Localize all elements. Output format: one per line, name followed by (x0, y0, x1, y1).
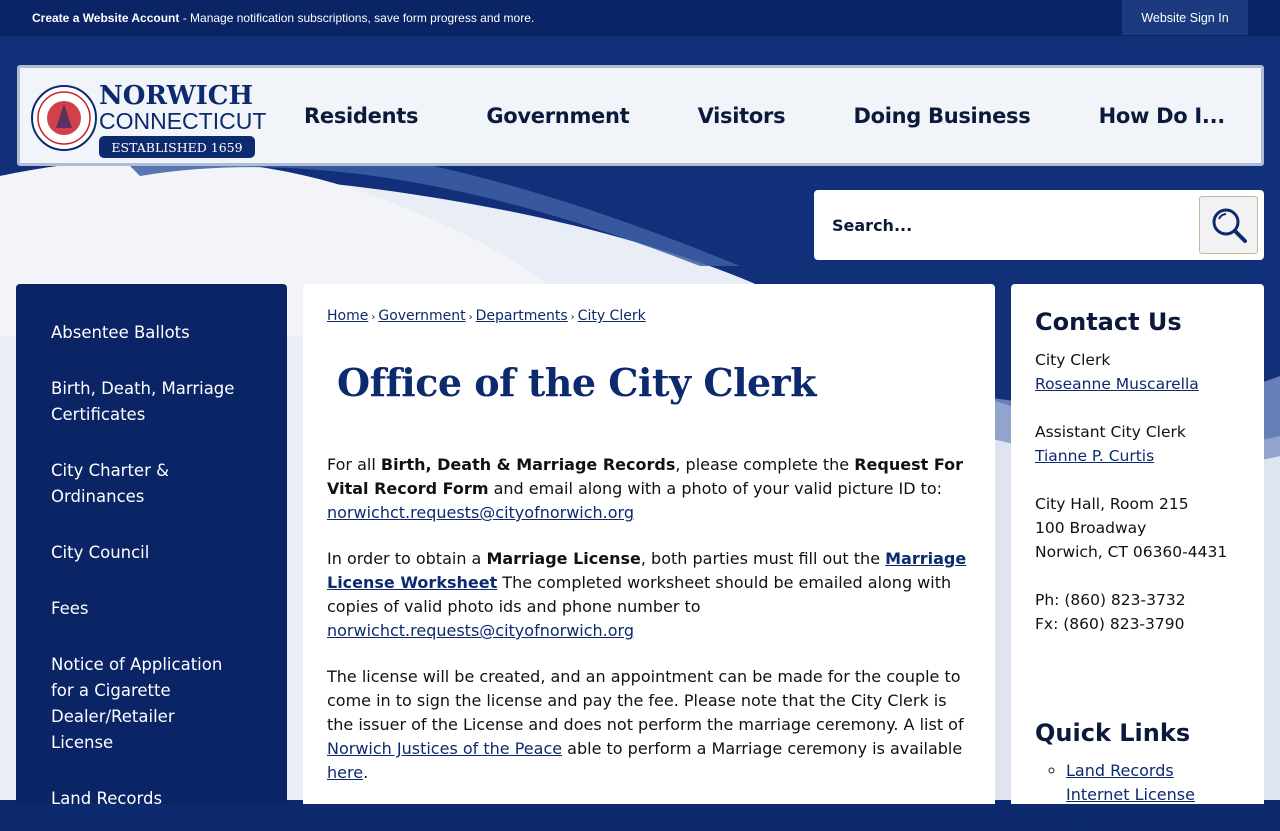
logo-line3: ESTABLISHED 1659 (111, 140, 243, 155)
breadcrumb-government[interactable]: Government (378, 308, 466, 324)
phone-number: Ph: (860) 823-3732 (1035, 591, 1186, 609)
search-input[interactable] (832, 210, 1192, 240)
sidebar-item-cigarette-license[interactable]: Notice of Application for a Cigarette Dealer/Retailer License (51, 655, 223, 752)
assistant-role: Assistant City Clerk (1035, 423, 1186, 441)
fax-number: Fx: (860) 823-3790 (1035, 615, 1185, 633)
marriage-worksheet-link[interactable]: Marriage License Worksheet (327, 549, 967, 592)
quick-link-land-records[interactable]: Land Records Internet License Form (1066, 761, 1195, 828)
logo-line1: NORWICH (99, 81, 254, 111)
breadcrumb: Home › Government › Departments › City Clerk (327, 308, 646, 324)
nav-residents[interactable]: Residents (304, 103, 419, 128)
create-account-link[interactable]: Create a Website Account (32, 11, 180, 25)
vital-records-paragraph: For all Birth, Death & Marriage Records, please complete the Request For Vital Record Form and email along with a photo of your valid picture ID to: norwichct.requests@cityofnorwich.org (327, 455, 964, 522)
license-info-paragraph: The license will be created, and an appointment can be made for the couple to come in to sign the license and pay the fee. Please note that the City Clerk is the issuer of the License and does not perform the marriage ceremony. A list of Norwich Justices of the Peace able to perform a Marriage ceremony is available here. (327, 667, 964, 782)
contact-sidebar (1011, 284, 1264, 828)
nav-visitors[interactable]: Visitors (697, 103, 786, 128)
clerk-name-link[interactable]: Roseanne Muscarella (1035, 375, 1199, 393)
sidebar-item-city-charter[interactable]: City Charter & Ordinances (51, 461, 169, 506)
quick-links-list (1066, 759, 1240, 831)
logo-line2: CONNECTICUT (99, 108, 267, 134)
marriage-license-paragraph: In order to obtain a Marriage License, both parties must fill out the Marriage License Worksheet The completed worksheet should be emailed along with copies of valid photo ids and phone number to norwichct.requests@cityofnorwich.org (327, 549, 967, 640)
address-line-3: Norwich, CT 06360-4431 (1035, 543, 1228, 561)
main-nav (280, 68, 1249, 163)
site-logo[interactable] (28, 74, 267, 162)
site-header (17, 65, 1264, 166)
sidebar-item-absentee-ballots[interactable]: Absentee Ballots (51, 323, 190, 342)
breadcrumb-home[interactable]: Home (327, 308, 369, 324)
justices-of-peace-link[interactable]: Norwich Justices of the Peace (327, 739, 563, 758)
here-link[interactable]: here (327, 763, 364, 782)
search-box (814, 190, 1264, 260)
sidebar-item-certificates[interactable]: Birth, Death, Marriage Certificates (51, 379, 235, 424)
breadcrumb-city-clerk[interactable]: City Clerk (577, 308, 646, 324)
content-body (327, 453, 971, 785)
address-line-2: 100 Broadway (1035, 519, 1147, 537)
account-description: - Manage notification subscriptions, save form progress and more. (179, 11, 535, 25)
sign-in-button[interactable]: Website Sign In (1122, 0, 1248, 35)
breadcrumb-departments[interactable]: Departments (475, 308, 568, 324)
clerk-role: City Clerk (1035, 351, 1111, 369)
requests-email-link-2[interactable]: norwichct.requests@cityofnorwich.org (327, 621, 634, 640)
requests-email-link[interactable]: norwichct.requests@cityofnorwich.org (327, 503, 634, 522)
top-bar (0, 0, 1280, 36)
sidebar-item-land-records[interactable]: Land Records (51, 789, 163, 808)
page-title: Office of the City Clerk (337, 360, 817, 405)
sidebar-nav (16, 284, 287, 808)
quick-links-title: Quick Links (1035, 719, 1191, 747)
search-button[interactable] (1199, 196, 1258, 254)
nav-doing-business[interactable]: Doing Business (853, 103, 1031, 128)
list-item (1066, 759, 1240, 831)
nav-how-do-i[interactable]: How Do I... (1098, 103, 1225, 128)
sidebar-item-fees[interactable]: Fees (51, 599, 89, 618)
sidebar-item-city-council[interactable]: City Council (51, 543, 150, 562)
nav-government[interactable]: Government (486, 103, 630, 128)
search-icon (1209, 205, 1249, 245)
contact-title: Contact Us (1035, 308, 1182, 336)
assistant-name-link[interactable]: Tianne P. Curtis (1035, 447, 1155, 465)
account-notice (32, 11, 534, 25)
main-content (303, 284, 995, 804)
address-line-1: City Hall, Room 215 (1035, 495, 1189, 513)
